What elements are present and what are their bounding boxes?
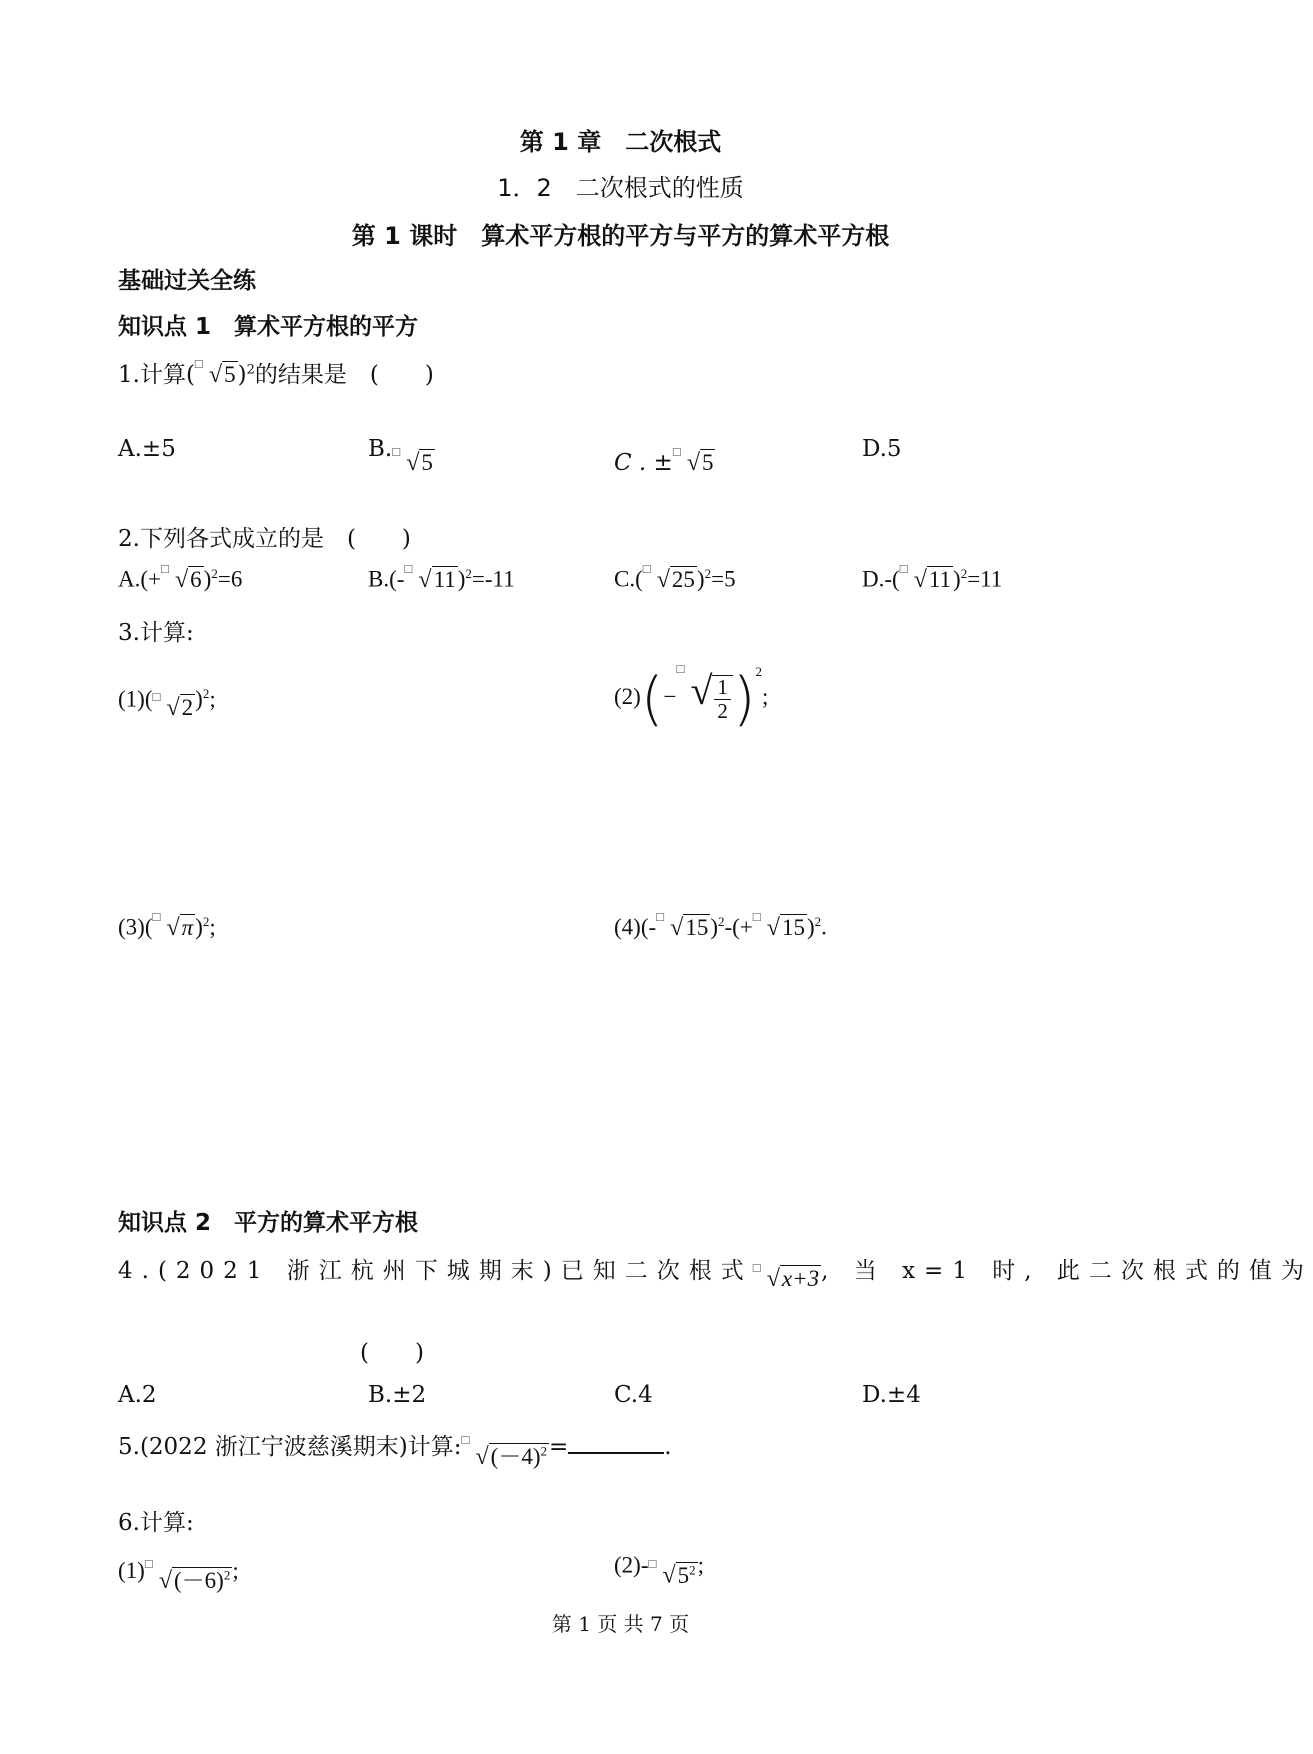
q3-part-4-radical-2 [752, 908, 807, 942]
question-1-stem: 1.计算( □ √5)$^2$的结果是 ( ) [118, 356, 434, 388]
q4-option-a[interactable]: A.2 [118, 1382, 157, 1408]
q2-option-a-pre: A.(+ [118, 566, 161, 592]
q3-part-3 [118, 908, 216, 942]
q3-part-1-pre: (1)( [118, 686, 153, 712]
radical-placeholder-icon: □ [161, 560, 169, 576]
radical-placeholder-icon: □ [752, 908, 761, 924]
q1-option-b-radicand: 5 [421, 450, 433, 475]
q6-part-1-radical [144, 1556, 233, 1595]
q5-end: . [664, 1434, 672, 1460]
radical-placeholder-icon: □ [152, 908, 161, 924]
q4-stem-post: , 当 x=1 时, 此二次根式的值为 [821, 1258, 1313, 1284]
radical-placeholder-icon: □ [648, 1556, 657, 1571]
q4-option-d[interactable]: D.±4 [862, 1382, 921, 1408]
q3-part-4-end: . [821, 914, 827, 940]
q2-option-b-post: ) [457, 566, 466, 592]
q6-part-1-radicand-wrap [172, 1567, 232, 1593]
q3-part-4 [614, 908, 827, 942]
q4-option-b[interactable]: B.±2 [368, 1382, 427, 1408]
q2-option-d-radicand: 11 [928, 566, 952, 592]
exponent: 2 [960, 566, 968, 581]
q3-part-4-radical-1 [656, 908, 710, 942]
q1-radical [194, 356, 238, 389]
right-paren: ) [732, 664, 756, 733]
q2-option-b[interactable] [368, 560, 515, 594]
q3-part-1-radicand: 2 [181, 694, 194, 720]
q1-option-b-label: B. [368, 436, 393, 462]
radical-placeholder-icon: □ [752, 1260, 761, 1275]
q2-option-a-radical [161, 560, 204, 594]
q4-radicand: x+3 [781, 1266, 820, 1291]
q3-part-2 [614, 661, 769, 733]
radical-placeholder-icon: □ [404, 560, 413, 576]
q2-option-d[interactable] [862, 560, 1003, 594]
radical-icon: √ [158, 1568, 172, 1594]
question-6-stem: 6.计算: [118, 1510, 194, 1536]
q3-part-2-radical [676, 661, 732, 723]
q3-part-3-radicand: π [181, 914, 194, 940]
q1-option-b[interactable] [368, 436, 435, 476]
q1-suffix: 的结果是 ( ) [254, 362, 434, 388]
fraction-numerator: 1 [714, 676, 731, 700]
q2-option-d-pre: D.-( [862, 566, 900, 592]
q2-option-c-equals: =5 [711, 566, 736, 592]
q6-part-1-end: ; [232, 1558, 239, 1583]
q2-option-a-equals: =6 [217, 566, 243, 592]
q1-radicand: 5 [224, 362, 236, 387]
exponent: 2 [540, 1443, 547, 1459]
radical-icon: √ [670, 914, 684, 941]
q2-option-c-pre: C.( [614, 566, 643, 592]
radical-icon: √ [766, 1266, 780, 1292]
q2-option-d-radical [899, 560, 953, 594]
q2-option-b-radicand: 11 [433, 566, 456, 592]
q4-answer-paren: ( ) [360, 1340, 424, 1366]
radical-icon: √ [406, 450, 420, 476]
q6-part-2 [614, 1552, 705, 1589]
radical-icon: √ [913, 566, 927, 593]
q1-option-c-radicand: 5 [701, 450, 714, 475]
exponent: 2 [202, 686, 210, 701]
page-footer: 第 1 页 共 7 页 [551, 1612, 690, 1636]
q2-option-b-equals: =-11 [471, 566, 515, 592]
q1-option-c-label: C . ± [614, 450, 673, 476]
q3-part-3-end: ; [209, 914, 216, 940]
fraction-denominator: 2 [717, 698, 728, 723]
radical-icon: √ [208, 362, 223, 388]
radical-icon: √ [475, 1444, 489, 1470]
q3-part-2-end: ; [762, 684, 769, 709]
radical-icon: √ [662, 1562, 676, 1589]
q1-option-c-radical [672, 444, 716, 477]
q3-part-4-radicand-1: 15 [685, 914, 709, 940]
radical-placeholder-icon: □ [194, 356, 203, 371]
knowledge-point-1-title: 知识点 1 算术平方根的平方 [118, 314, 419, 340]
q3-part-1-post: ) [195, 686, 203, 712]
q3-part-4-pre: (4)(- [614, 914, 657, 940]
q2-option-d-equals: =11 [967, 566, 1003, 592]
q6-part-2-pre: (2)- [614, 1552, 649, 1578]
q3-part-4-post: ) [806, 914, 815, 940]
q4-stem-pre: 4.(2021 浙江杭州下城期末)已知二次根式 [118, 1258, 753, 1284]
knowledge-point-2-title: 知识点 2 平方的算术平方根 [118, 1210, 419, 1236]
q2-option-d-post: ) [953, 566, 961, 592]
q3-part-4-radicand-2: 15 [781, 914, 805, 940]
q5-equals: = [548, 1434, 569, 1460]
lesson-title: 第 1 课时 算术平方根的平方与平方的算术平方根 [351, 222, 890, 250]
q2-option-b-radical [404, 560, 457, 594]
q3-part-1-end: ; [209, 686, 216, 712]
q6-part-2-radicand-wrap [676, 1562, 698, 1588]
exponent: 2 [246, 362, 255, 378]
question-2-stem: 2.下列各式成立的是 ( ) [118, 526, 411, 552]
q1-option-b-radical [392, 444, 435, 477]
q6-part-1 [118, 1552, 239, 1594]
q6-part-1-radicand: (－6) [174, 1568, 224, 1593]
q2-option-c[interactable] [614, 560, 736, 594]
q3-part-2-neg: − [663, 684, 677, 709]
q5-answer-blank[interactable] [568, 1432, 664, 1454]
radical-placeholder-icon: □ [461, 1432, 470, 1447]
q3-part-1 [118, 686, 216, 721]
q3-part-3-post: ) [195, 914, 203, 940]
radical-placeholder-icon: □ [642, 560, 651, 576]
q3-part-1-radical [152, 688, 195, 722]
radical-placeholder-icon: □ [899, 560, 908, 576]
radical-icon: √ [166, 914, 180, 941]
q2-option-c-radicand: 25 [671, 566, 695, 592]
exponent: 2 [755, 664, 763, 679]
q3-part-4-mid: ) [710, 914, 718, 940]
chapter-title: 第 1 章 二次根式 [519, 128, 722, 156]
q2-option-a-post: ) [203, 566, 212, 592]
radical-icon: √ [656, 566, 670, 593]
radical-placeholder-icon: □ [144, 1556, 153, 1571]
radical-placeholder-icon: □ [656, 908, 664, 924]
q5-radical [461, 1432, 549, 1471]
exponent: 2 [211, 566, 218, 581]
radical-icon: √ [418, 566, 432, 593]
q3-part-2-pre: (2) [614, 684, 641, 709]
q3-part-3-radical [152, 908, 195, 942]
q6-part-2-radicand: 5 [677, 1562, 690, 1588]
exponent: 2 [202, 914, 210, 929]
q2-option-a[interactable] [118, 560, 243, 594]
radical-placeholder-icon: □ [152, 688, 161, 704]
radical-icon: √ [686, 450, 700, 476]
q6-part-2-end: ; [697, 1552, 705, 1578]
q6-part-2-radical [648, 1556, 697, 1590]
exponent: 2 [223, 1567, 231, 1583]
exponent: 2 [717, 914, 725, 929]
fraction [712, 675, 733, 723]
q2-option-a-radicand: 6 [190, 566, 202, 592]
question-3-stem: 3.计算: [118, 620, 194, 646]
question-5-stem [118, 1428, 672, 1470]
radical-placeholder-icon: □ [672, 444, 681, 459]
q6-part-1-pre: (1) [118, 1558, 145, 1583]
exponent: 2 [689, 1562, 696, 1577]
q2-option-b-pre: B.(- [368, 566, 405, 592]
radical-placeholder-icon: □ [392, 444, 401, 459]
radical-icon: √ [690, 668, 713, 713]
radical-placeholder-icon: □ [676, 661, 685, 676]
q2-option-c-radical [642, 560, 697, 594]
q5-pre: 5.(2022 浙江宁波慈溪期末)计算: [118, 1434, 462, 1460]
q5-radicand: (－4) [490, 1444, 541, 1469]
q1-prefix: 1.计算( [118, 362, 195, 388]
radical-icon: √ [175, 566, 189, 593]
q1-option-c[interactable] [614, 444, 715, 477]
radical-icon: √ [766, 914, 780, 941]
q2-option-c-post: ) [696, 566, 705, 592]
exponent: 2 [814, 914, 822, 929]
left-paren: ( [640, 664, 664, 733]
question-4-stem [118, 1252, 1313, 1292]
q3-part-4-mid2: -(+ [724, 914, 753, 940]
q5-radicand-wrap [489, 1443, 549, 1469]
radical-icon: √ [166, 694, 180, 721]
q3-part-3-pre: (3)( [118, 914, 153, 940]
exponent: 2 [704, 566, 712, 581]
exponent: 2 [465, 566, 472, 581]
part-title: 基础过关全练 [118, 268, 256, 294]
q1-option-d[interactable]: D.5 [862, 436, 902, 462]
q4-radical [752, 1260, 821, 1293]
section-title: 1．2 二次根式的性质 [497, 174, 744, 202]
q4-option-c[interactable]: C.4 [614, 1382, 653, 1408]
q1-option-a[interactable]: A.±5 [118, 436, 176, 462]
